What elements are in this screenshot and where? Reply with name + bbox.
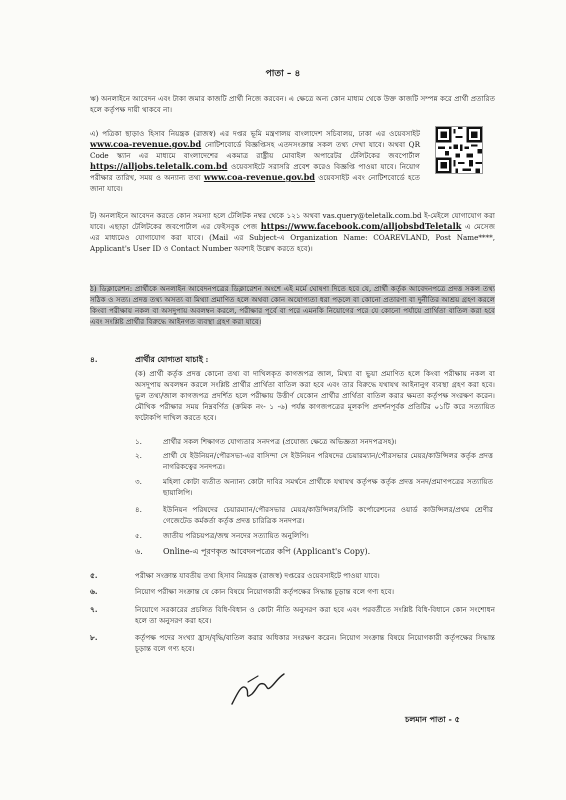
website-link[interactable]: www.coa-revenue.gov.bd xyxy=(90,139,202,149)
page-number: পাতা – ৪ xyxy=(265,69,301,79)
clause-kha xyxy=(90,93,495,115)
website-link-2[interactable]: www.coa-revenue.gov.bd xyxy=(203,172,316,182)
next-page-label: চলমান পাতা - ৫ xyxy=(405,714,460,724)
signature-mark xyxy=(228,662,298,708)
qr-code-icon xyxy=(435,126,483,174)
facebook-link[interactable]: https://www.facebook.com/alljobsbdTeletalk xyxy=(260,221,462,231)
clause-label: এ) xyxy=(90,129,99,138)
clause-oi: ট) অনলাইনে আবেদন করতে কোন সমস্যা হলে টেলিটক নম্বর থেকে ১২১ অথবা vas.query@teletalk.com.bd ই-মেইলে যোগাযোগ করা যাবে। এছাড়া টেলিটকের জবপোর্টাল এর ফেইসবুক পেজ https://www.facebook.com/alljobsbdTeletalk এ মেসেজ এর মাধ্যমেও যোগাযোগ করা যাবে। (Mail এর Subject-এ Organization Name: COAREVLAND, Post Name****, Applicant's User ID ও Contact Number অবশ্যই উল্লেখ করতে হবে)। xyxy=(90,211,495,253)
declaration-text: ঠ) ডিক্লারেশন: প্রার্থীকে অনলাইন আবেদনপত্রের ডিক্লারেশন অংশে এই মর্মে ঘোষণা দিতে হবে যে, প্রার্থী কর্তৃক আবেদনপত্রে প্রদত্ত সকল তথ্য সঠিক ও সত্য। প্রদত্ত তথ্য অসত্য বা মিথ্যা প্রমাণিত হলে অথবা কোন অযোগ্যতা ধরা পড়লে বা কোনো প্রতারণা বা দুর্নীতির আশ্রয় গ্রহণ করলে কিংবা পরীক্ষায় নকল বা অসদুপায় অবলম্বন করলে, পরীক্ষার পূর্বে বা পরে এমনকি নিয়োগের পরে যে কোনো পর্যায়ে প্রার্থিতা বাতিল করা হবে এবং সংশ্লিষ্ট প্রার্থীর বিরুদ্ধে আইনগত ব্যবস্থা গ্রহণ করা যাবে। xyxy=(90,284,495,326)
section-text: (ক) প্রার্থী কর্তৃক প্রদত্ত কোনো তথ্য বা দাখিলকৃত কাগজপত্র জাল, মিথ্যা বা ভুয়া প্রমাণিত হলে কিংবা পরীক্ষায় নকল বা অসদুপায় অবলম্বন করলে সংশ্লিষ্ট প্রার্থীর প্রার্থিতা বাতিল করা হবে এবং তার বিরুদ্ধে যথাযথ আইনানুগ ব্যবস্থা গ্রহণ করা হবে। ভুল তথ্য/জাল কাগজপত্র প্রদর্শিত হলে পরীক্ষায় উত্তীর্ণ যেকোন প্রার্থীর প্রার্থিতা বাতিল করার ক্ষমতা কর্তৃপক্ষ সংরক্ষণ করেন। মৌখিক পরীক্ষার সময় নিম্নবর্ণিত (ক্রমিক নং- ১ -৬) পর্যন্ত কাগজপত্রের মূলকপি প্রদর্শনপূর্বক প্রতিটির ০১টি করে সত্যায়িত ফটোকপি দাখিল করতে হবে। xyxy=(135,369,495,422)
section-title: প্রার্থীর যোগ্যতা যাচাই : xyxy=(135,355,209,364)
clause-tha xyxy=(90,283,495,327)
jobportal-link[interactable]: https://alljobs.teletalk.com.bd xyxy=(90,161,228,171)
clause-e: এ) পত্রিকা ছাড়াও হিসাব নিয়ন্ত্রক (রাজস্ব) এর দপ্তর ভূমি মন্ত্রণালয় বাংলাদেশ সচিবালয়, ঢাকা এর ওয়েবসাইট www.coa-revenue.gov.bd নোটিশবোর্ডে বিজ্ঞপ্তিসহ এতদসংক্রান্ত সকল তথ্য দেখা যাবে। অথবা QR Code স্ক্যান এর মাধ্যমে বাংলাদেশের একমাত্র রাষ্ট্রীয় মোবাইল অপারেটর টেলিটকের জবপোর্টাল https://alljobs.teletalk.com.bd ওয়েবসাইটে সরাসরি প্রবেশ করেও বিজ্ঞপ্তি পাওয়া যাবে। নিয়োগ পরীক্ষার তারিখ, সময় ও অন্যান্য তথ্য www.coa-revenue.gov.bd ওয়েবসাইট এবং নোটিশবোর্ডে হতে জানা যাবে। xyxy=(90,129,420,193)
clause-label: ট) xyxy=(90,211,97,220)
section-number: ৪. xyxy=(90,355,98,364)
clause-text: অনলাইনে আবেদন এবং টাকা জমার কাজটি প্রার্থী নিজে করবেন। এ ক্ষেত্রে অন্য কোন মাধ্যম থেকে উক্ত কাজটি সম্পন্ন করে প্রার্থী প্রতারিত হলে কর্তৃপক্ষ দায়ী থাকবে না। xyxy=(90,94,495,114)
clause-label: ঋ) xyxy=(90,94,99,103)
